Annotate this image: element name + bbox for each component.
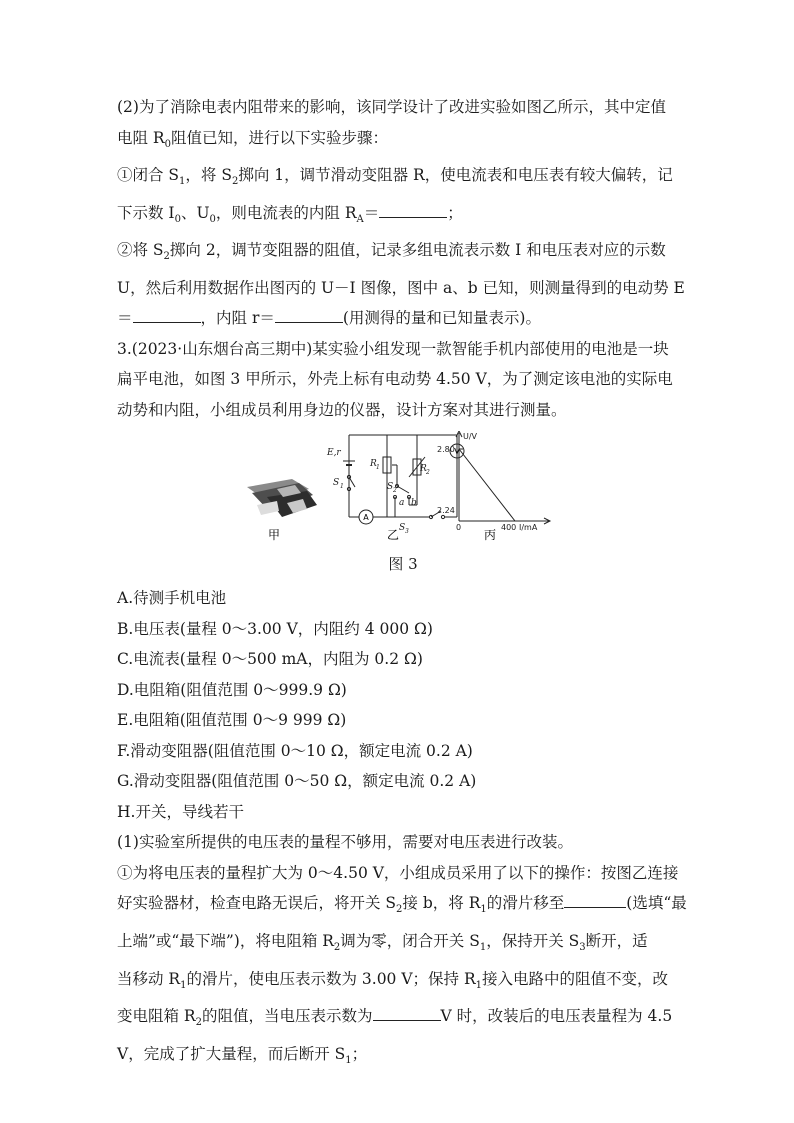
- graph-xlabel: I/mA: [519, 523, 538, 533]
- text-line: V，完成了扩大量程，而后断开 $S_1$；: [117, 1044, 368, 1066]
- text-line: ＝ ，内阻 r＝ (用测得的量和已知量表示)。: [117, 303, 689, 334]
- option-a: A.待测手机电池: [117, 589, 227, 608]
- ui-graph: [456, 431, 550, 524]
- text-line: ①为将电压表的量程扩大为 0～4.50 V，小组成员采用了以下的操作：按图乙连接: [117, 863, 679, 882]
- label-r2-sub: 2: [426, 469, 430, 477]
- text-line: 上端”或“最下端”)，将电阻箱 $R_2$调为零，闭合开关 $S_1$，保持开关 $S_3$断开，适: [117, 931, 648, 954]
- graph-origin: 0: [456, 523, 462, 533]
- option-f: F.滑动变阻器(阻值范围 0～10 Ω，额定电流 0.2 A): [117, 741, 473, 760]
- answer-blank[interactable]: [564, 889, 626, 908]
- option-e: E.电阻箱(阻值范围 0～9 999 Ω): [117, 711, 347, 730]
- text-line: 电阻 $R_0$阻值已知，进行以下实验步骤：: [117, 128, 388, 150]
- text-line: (2)为了消除电表内阻带来的影响，该同学设计了改进实验如图乙所示，其中定值: [117, 98, 666, 116]
- text-line: 变电阻箱 $R_2$的阻值，当电压表示数为 V 时，改装后的电压表量程为 4.5: [117, 1001, 689, 1039]
- question-page: [117, 92, 689, 1076]
- text-line: ①闭合 $S_1$，将 $S_2$掷向 1，调节滑动变阻器 R，使电流表和电压表有较大偏转，记: [117, 166, 673, 188]
- label-s1: S: [333, 478, 340, 489]
- graph-y-bottom: 2.24: [437, 506, 455, 516]
- label-a: a: [399, 498, 405, 509]
- label-r1-sub: 1: [376, 464, 380, 472]
- label-bing: 丙: [483, 528, 497, 543]
- text-line: 好实验器材，检查电路无误后，将开关 $S_2$接 b，将 $R_1$的滑片移至 (选填“最: [117, 888, 689, 926]
- graph-y-top: 2.80: [437, 445, 455, 455]
- option-h: H.开关，导线若干: [117, 802, 244, 821]
- label-r1: R: [370, 459, 377, 470]
- label-s2: S: [387, 482, 394, 493]
- answer-blank[interactable]: [379, 199, 447, 218]
- text-line: 扁平电池，如图 3 甲所示，外壳上标有电动势 4.50 V，为了测定该电池的实际电: [117, 370, 673, 389]
- figure-caption: 图 3: [388, 555, 418, 574]
- label-r2: R: [420, 464, 427, 475]
- answer-blank[interactable]: [275, 304, 343, 323]
- label-s3-sub: 3: [405, 528, 409, 536]
- text-line: 当移动 $R_1$的滑片，使电压表示数为 3.00 V；保持 $R_1$接入电路中的阻值不变，改: [117, 969, 669, 991]
- label-jia: 甲: [267, 528, 281, 543]
- battery-photo: [247, 479, 317, 517]
- label-s3: S: [399, 523, 406, 534]
- label-er: E,r: [327, 448, 341, 459]
- text-line: U，然后利用数据作出图丙的 U－I 图像，图中 a、b 已知，则测量得到的电动势 E: [117, 278, 685, 297]
- option-g: G.滑动变阻器(阻值范围 0～50 Ω，额定电流 0.2 A): [117, 772, 477, 791]
- graph-ylabel: U/V: [463, 432, 478, 442]
- text-line: 下示数 $I_0$、$U_0$，则电流表的内阻 $R_A=$ ；: [117, 198, 689, 236]
- text-line: 动势和内阻，小组成员利用身边的仪器，设计方案对其进行测量。: [117, 400, 567, 419]
- label-b: b: [411, 498, 417, 509]
- text-line: ②将 $S_2$掷向 2，调节变阻器的阻值，记录多组电流表示数 I 和电压表对应的示数: [117, 241, 666, 263]
- text-line: (1)实验室所提供的电压表的量程不够用，需要对电压表进行改装。: [117, 833, 573, 852]
- voltmeter-symbol: V: [454, 447, 460, 457]
- label-yi: 乙: [386, 528, 400, 543]
- text-line: 3.(2023·山东烟台高三期中)某实验小组发现一款智能手机内部使用的电池是一块: [117, 339, 669, 358]
- option-b: B.电压表(量程 0～3.00 V，内阻约 4 000 Ω): [117, 619, 433, 638]
- answer-blank[interactable]: [133, 304, 201, 323]
- answer-blank[interactable]: [373, 1002, 441, 1021]
- option-c: C.电流表(量程 0～500 mA，内阻为 0.2 Ω): [117, 650, 423, 669]
- option-d: D.电阻箱(阻值范围 0～999.9 Ω): [117, 680, 347, 699]
- ammeter-symbol: A: [363, 513, 369, 523]
- label-s2-sub: 2: [393, 487, 397, 495]
- graph-x-tick: 400: [501, 523, 517, 533]
- figure-svg: [117, 431, 689, 549]
- label-s1-sub: 1: [340, 483, 344, 491]
- figure-3: [117, 431, 689, 549]
